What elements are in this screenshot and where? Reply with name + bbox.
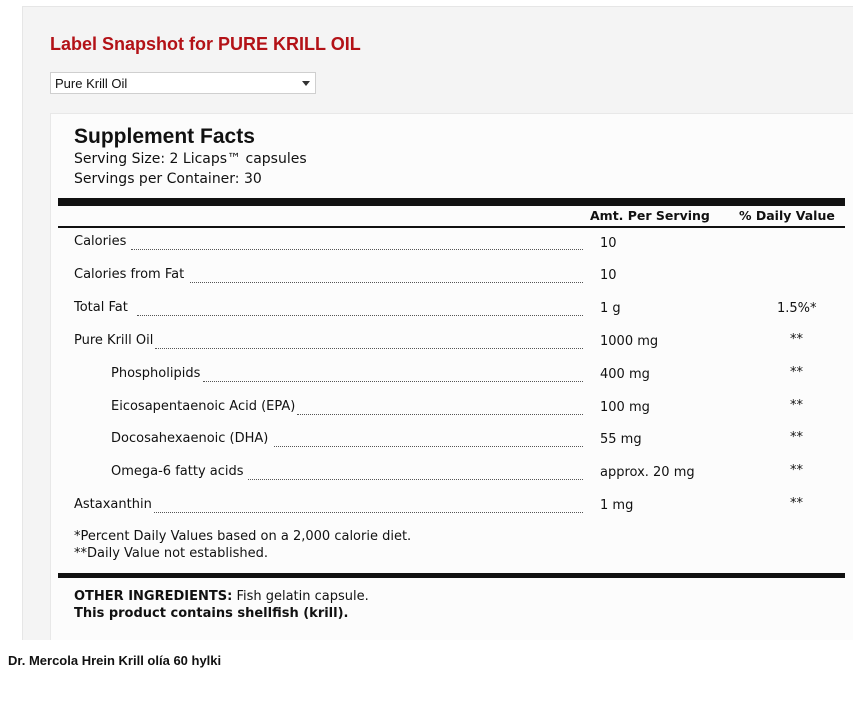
- dot-leader: [155, 348, 583, 349]
- row-amount-total-fat: 1 g: [600, 301, 621, 316]
- dot-leader: [131, 249, 583, 250]
- top-rule: [58, 198, 845, 206]
- allergen-statement: This product contains shellfish (krill).: [74, 606, 349, 621]
- row-amount-omega-6: approx. 20 mg: [600, 465, 695, 480]
- dot-leader: [137, 315, 583, 316]
- row-name-pure-krill-oil: Pure Krill Oil: [74, 333, 154, 348]
- other-ingredients-text: Fish gelatin capsule.: [232, 589, 369, 604]
- row-dv-total-fat: 1.5%*: [777, 301, 817, 316]
- row-name-phospholipids: Phospholipids: [111, 366, 201, 381]
- other-ingredients-label: OTHER INGREDIENTS:: [74, 589, 233, 604]
- row-name-total-fat: Total Fat: [74, 300, 128, 315]
- row-amount-epa: 100 mg: [600, 400, 650, 415]
- row-dv-omega-6: **: [790, 463, 803, 478]
- footnote-daily-values: *Percent Daily Values based on a 2,000 calorie diet.: [74, 529, 412, 544]
- other-ingredients: [74, 589, 369, 604]
- row-amount-pure-krill-oil: 1000 mg: [600, 334, 659, 349]
- row-name-omega-6: Omega-6 fatty acids: [111, 464, 244, 479]
- image-caption: Dr. Mercola Hrein Krill olía 60 hylki: [8, 653, 222, 668]
- servings-per-container: Servings per Container: 30: [74, 171, 262, 187]
- supplement-facts-heading: Supplement Facts: [74, 125, 255, 148]
- dot-leader: [190, 282, 583, 283]
- row-amount-phospholipids: 400 mg: [600, 367, 650, 382]
- row-dv-pure-krill-oil: **: [790, 332, 803, 347]
- dot-leader: [203, 381, 583, 382]
- header-rule: [58, 226, 845, 228]
- dot-leader: [274, 446, 583, 447]
- row-name-calories: Calories: [74, 234, 127, 249]
- product-select[interactable]: [50, 72, 316, 94]
- row-dv-epa: **: [790, 398, 803, 413]
- row-name-calories-from-fat: Calories from Fat: [74, 267, 185, 282]
- row-name-dha: Docosahexaenoic (DHA): [111, 431, 269, 446]
- product-select-value: Pure Krill Oil: [55, 76, 128, 91]
- footnote-not-established: **Daily Value not established.: [74, 546, 268, 561]
- page-title: Label Snapshot for PURE KRILL OIL: [50, 34, 361, 54]
- row-dv-astaxanthin: **: [790, 496, 803, 511]
- bottom-rule: [58, 573, 845, 578]
- row-amount-dha: 55 mg: [600, 432, 642, 447]
- row-amount-calories-from-fat: 10: [600, 268, 617, 283]
- chevron-down-icon: [302, 81, 310, 86]
- row-amount-astaxanthin: 1 mg: [600, 498, 634, 513]
- row-name-astaxanthin: Astaxanthin: [74, 497, 152, 512]
- row-dv-dha: **: [790, 430, 803, 445]
- dot-leader: [297, 414, 583, 415]
- row-name-epa: Eicosapentaenoic Acid (EPA): [111, 399, 296, 414]
- row-dv-phospholipids: **: [790, 365, 803, 380]
- amount-column-header: Amt. Per Serving: [590, 208, 710, 223]
- serving-size: Serving Size: 2 Licaps™ capsules: [74, 151, 307, 167]
- dot-leader: [154, 512, 583, 513]
- daily-value-column-header: % Daily Value: [739, 208, 835, 223]
- dot-leader: [248, 479, 583, 480]
- row-amount-calories: 10: [600, 236, 617, 251]
